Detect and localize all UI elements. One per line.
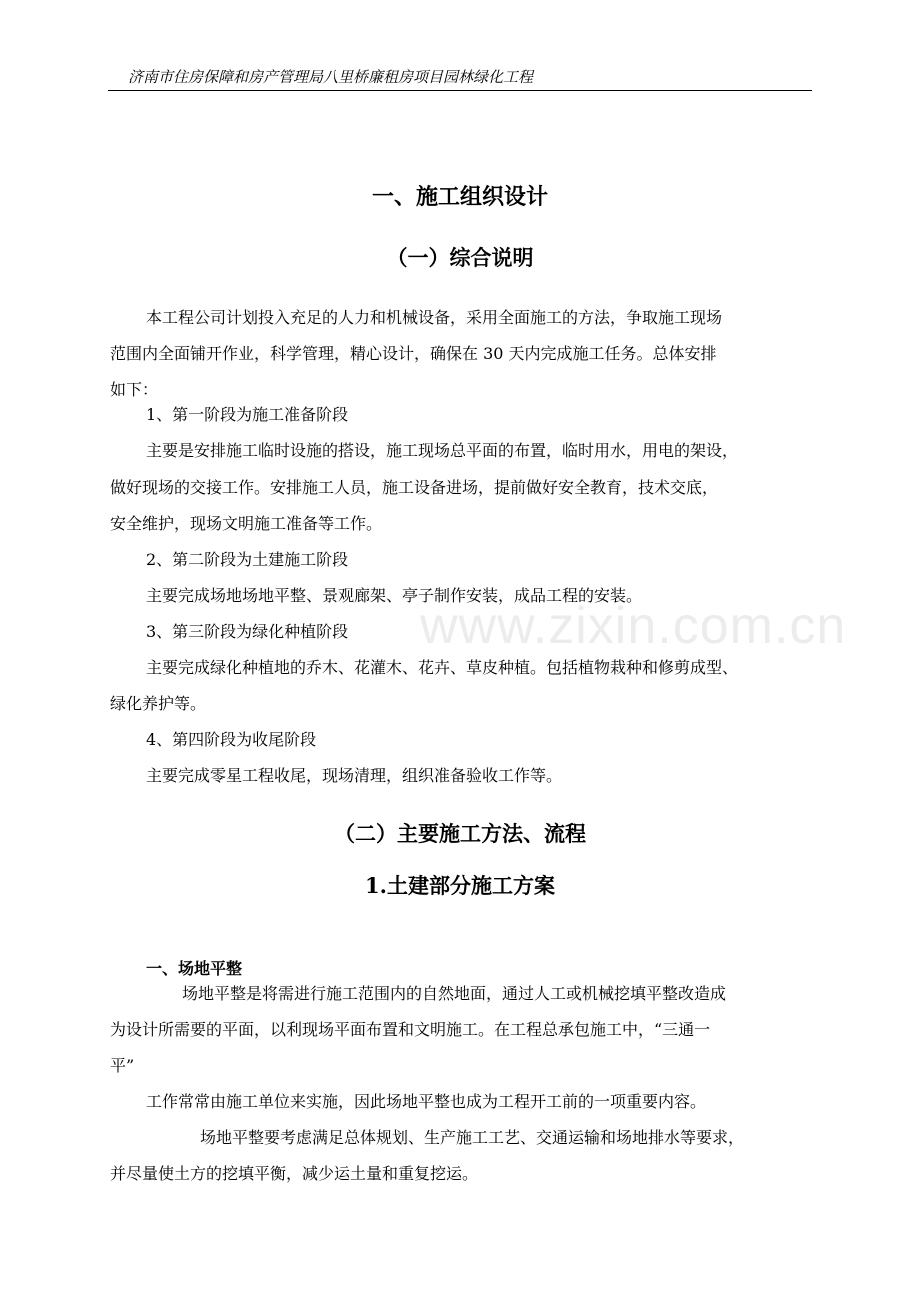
site-para3-line-2: 并尽量使土方的挖填平衡，减少运土量和重复挖运。 xyxy=(110,1164,479,1183)
section-title-1: （一）综合说明 xyxy=(386,245,534,270)
site-para1-line-1: 场地平整是将需进行施工范围内的自然地面，通过人工或机械挖填平整改造成 xyxy=(182,984,727,1003)
stage4-title: 4、第四阶段为收尾阶段 xyxy=(146,730,317,749)
site-para1-line-2: 为设计所需要的平面，以利现场平面布置和文明施工。在工程总承包施工中，“三通一 xyxy=(110,1020,711,1039)
running-header xyxy=(108,64,812,91)
stage1-line-1: 主要是安排施工临时设施的搭设，施工现场总平面的布置，临时用水，用电的架设， xyxy=(146,441,739,460)
intro-line-1: 本工程公司计划投入充足的人力和机械设备，采用全面施工的方法，争取施工现场 xyxy=(146,308,723,327)
stage1-title: 1、第一阶段为施工准备阶段 xyxy=(146,405,349,424)
stage3-line-2: 绿化养护等。 xyxy=(110,694,207,713)
stage1-line-2: 做好现场的交接工作。安排施工人员，施工设备进场，提前做好安全教育，技术交底， xyxy=(110,478,719,497)
stage4-body: 主要完成零星工程收尾，现场清理，组织准备验收工作等。 xyxy=(146,766,563,785)
stage3-line-1: 主要完成绿化种植地的乔木、花灌木、花卉、草皮种植。包括植物栽种和修剪成型、 xyxy=(146,658,739,677)
intro-line-3: 如下： xyxy=(110,380,159,399)
header-text: 济南市住房保障和房产管理局八里桥廉租房项目园林绿化工程 xyxy=(128,68,534,86)
stage1-line-3: 安全维护，现场文明施工准备等工作。 xyxy=(110,514,383,533)
chapter-title: 一、施工组织设计 xyxy=(371,184,548,210)
stage3-title: 3、第三阶段为绿化种植阶段 xyxy=(146,622,349,641)
intro-line-2: 范围内全面铺开作业，科学管理，精心设计，确保在 30 天内完成施工任务。总体安排 xyxy=(110,344,717,363)
watermark: www.zixin.com.cn xyxy=(420,597,847,655)
site-leveling-heading: 一、场地平整 xyxy=(146,959,243,978)
section-title-2: （二）主要施工方法、流程 xyxy=(334,821,586,846)
site-para3-line-1: 场地平整要考虑满足总体规划、生产施工工艺、交通运输和场地排水等要求， xyxy=(200,1128,745,1147)
stage2-body: 主要完成场地场地平整、景观廊架、亭子制作安装，成品工程的安装。 xyxy=(146,586,643,605)
site-para2: 工作常常由施工单位来实施，因此场地平整也成为工程开工前的一项重要内容。 xyxy=(146,1092,707,1111)
stage2-title: 2、第二阶段为土建施工阶段 xyxy=(146,550,349,569)
subsection-title: 1.土建部分施工方案 xyxy=(365,873,555,898)
site-para1-line-3: 平” xyxy=(110,1056,135,1075)
